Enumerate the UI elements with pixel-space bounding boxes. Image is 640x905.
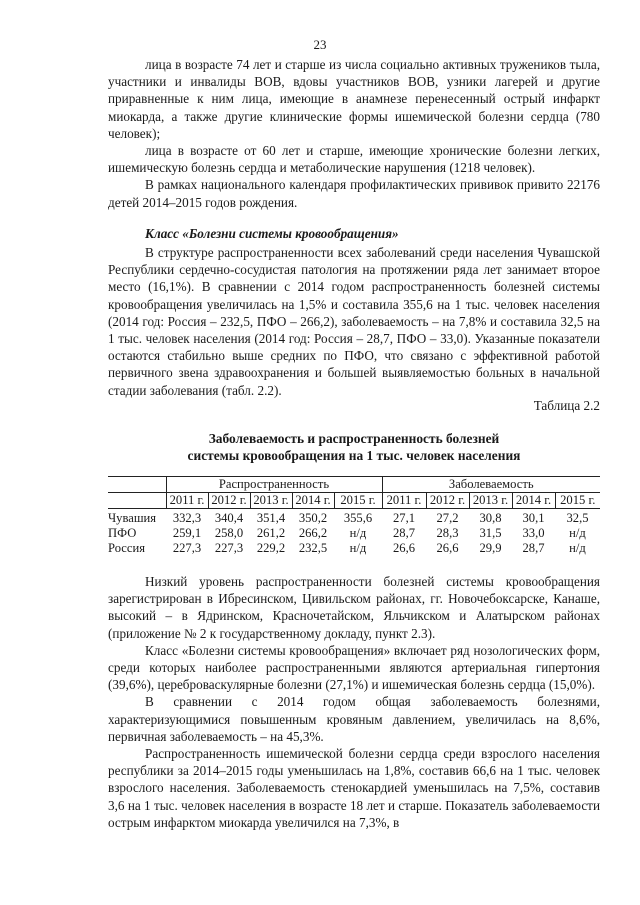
year-header: 2014 г. [512,493,555,509]
section-heading: Класс «Болезни системы кровообращения» [145,225,399,241]
group-header-prevalence: Распространенность [166,477,382,493]
table-row [108,526,600,541]
row-label: ПФО [108,526,137,540]
table-cell: 227,3 [214,541,244,555]
table-cell: 266,2 [298,526,328,540]
table-cell: н/д [349,541,367,555]
year-header: 2015 г. [555,493,600,509]
table-caption: Таблица 2.2 [533,398,600,413]
table-title-line-2: системы кровообращения на 1 тыс. человек населения [187,448,521,463]
year-header: 2011 г. [166,493,208,509]
paragraph: В структуре распространенности всех заболеваний среди населения Чувашской Республики сердечно-сосудистая патология на протяжении ряда лет занимает второе место (16,1%). В сравнении с 2014 годом распространенность болезней системы кровообращения увеличилась на 1,5% и составила 355,6 на 1 тыс. человек населения (2014 год: Россия – 232,5, ПФО – 266,2), заболеваемость – на 7,8% и составила 32,5 на 1 тыс. человек населения (2014 год: Россия – 28,7, ПФО – 33,0). Указанные показатели остаются стабильно выше средних по ПФО, что связано с эффективной работой первичного звена здравоохранения и большей выявляемостью больных в начальной стадии заболевания (табл. 2.2). [108,245,600,398]
year-header: 2012 г. [426,493,469,509]
after-table-section [108,573,600,831]
table-cell: 28,3 [436,526,459,540]
table-cell: 258,0 [214,526,244,540]
table-cell: 26,6 [392,541,416,555]
table-cell: 355,6 [343,511,373,525]
page-number: 23 [313,37,327,52]
table-cell: н/д [569,541,586,555]
table-title-line-1: Заболеваемость и распространенность болезней [208,431,500,446]
table-cell: 332,3 [172,511,202,525]
table-cell: 32,5 [566,511,589,525]
paragraph: лица в возрасте от 60 лет и старше, имеющие хронические болезни легких, ишемическую болезнь сердца и метаболические нарушения (1218 человек). [108,143,600,176]
table-row [108,509,600,527]
table-group-header-row [108,477,600,493]
table-row [108,541,600,556]
data-table [108,476,600,556]
table-cell: 229,2 [256,541,286,555]
table-year-header-row [108,493,600,509]
table-cell: 27,1 [392,511,416,525]
year-header: 2015 г. [334,493,382,509]
table-cell: 259,1 [172,526,202,540]
table-title [108,430,600,464]
paragraph: лица в возрасте 74 лет и старше из числа социально активных тружеников тыла, участники и инвалиды ВОВ, вдовы участников ВОВ, узники лагерей и другие приравненные к ним лица, имеющие в анамнезе перенесенный острый инфаркт миокарда, а также другие клинические формы ишемической болезни сердца (780 человек); [108,57,600,141]
group-header-incidence: Заболеваемость [382,477,600,493]
table-cell: 261,2 [256,526,286,540]
table-cell: 33,0 [522,526,545,540]
paragraph: Класс «Болезни системы кровообращения» включает ряд нозологических форм, среди которых наиболее распространенными являются артериальная гипертония (39,6%), цереброваскулярные болезни (27,1%) и ишемическая болезнь сердца (15,0%). [108,642,600,693]
paragraph: В рамках национального календаря профилактических прививок привито 22176 детей 2014–2015 годов рождения. [108,177,600,210]
paragraph: Распространенность ишемической болезни сердца среди взрослого населения республики за 2014–2015 годы уменьшилась на 1,8%, составив 66,6 на 1 тыс. человек взрослого населения. Заболеваемость стенокардией уменьшилась на 7,5%, составив 3,6 на 1 тыс. человек населения в возрасте 18 лет и старше. Показатель заболеваемости острым инфарктом миокарда увеличился на 7,3%, в [108,746,600,830]
row-label: Чувашия [108,511,157,525]
row-label: Россия [108,541,146,555]
table-cell: 232,5 [298,541,328,555]
table-cell: 227,3 [172,541,202,555]
table-cell: 30,8 [479,511,502,525]
table-cell: 26,6 [436,541,459,555]
table-corner-cell [108,477,166,493]
year-header: 2011 г. [382,493,426,509]
table-cell: н/д [569,526,586,540]
table-cell: 340,4 [214,511,244,525]
table-cell: 31,5 [479,526,502,540]
table-cell: 28,7 [522,541,545,555]
year-header: 2013 г. [250,493,292,509]
paragraph: В сравнении с 2014 годом общая заболеваемость болезнями, характеризующимися повышенным кровяным давлением, увеличилась на 8,6%, первичная заболеваемость – на 45,3%. [108,694,600,744]
table-corner-cell [108,493,166,509]
year-header: 2013 г. [469,493,512,509]
intro-section [108,56,600,399]
year-header: 2012 г. [208,493,250,509]
table-cell: 29,9 [479,541,502,555]
table-cell: 30,1 [522,511,545,525]
table-cell: 351,4 [256,511,286,525]
paragraph: Низкий уровень распространенности болезней системы кровообращения зарегистрирован в Ибресинском, Цивильском районах, гг. Новочебоксарске, Канаше, высокий – в Ядринском, Красночетайском, Яльчикском и Алатырском районах (приложение № 2 к государственному докладу, пункт 2.3). [108,574,600,641]
table-cell: н/д [349,526,367,540]
table-cell: 28,7 [392,526,416,540]
table-cell: 350,2 [298,511,328,525]
year-header: 2014 г. [292,493,334,509]
table-cell: 27,2 [436,511,459,525]
